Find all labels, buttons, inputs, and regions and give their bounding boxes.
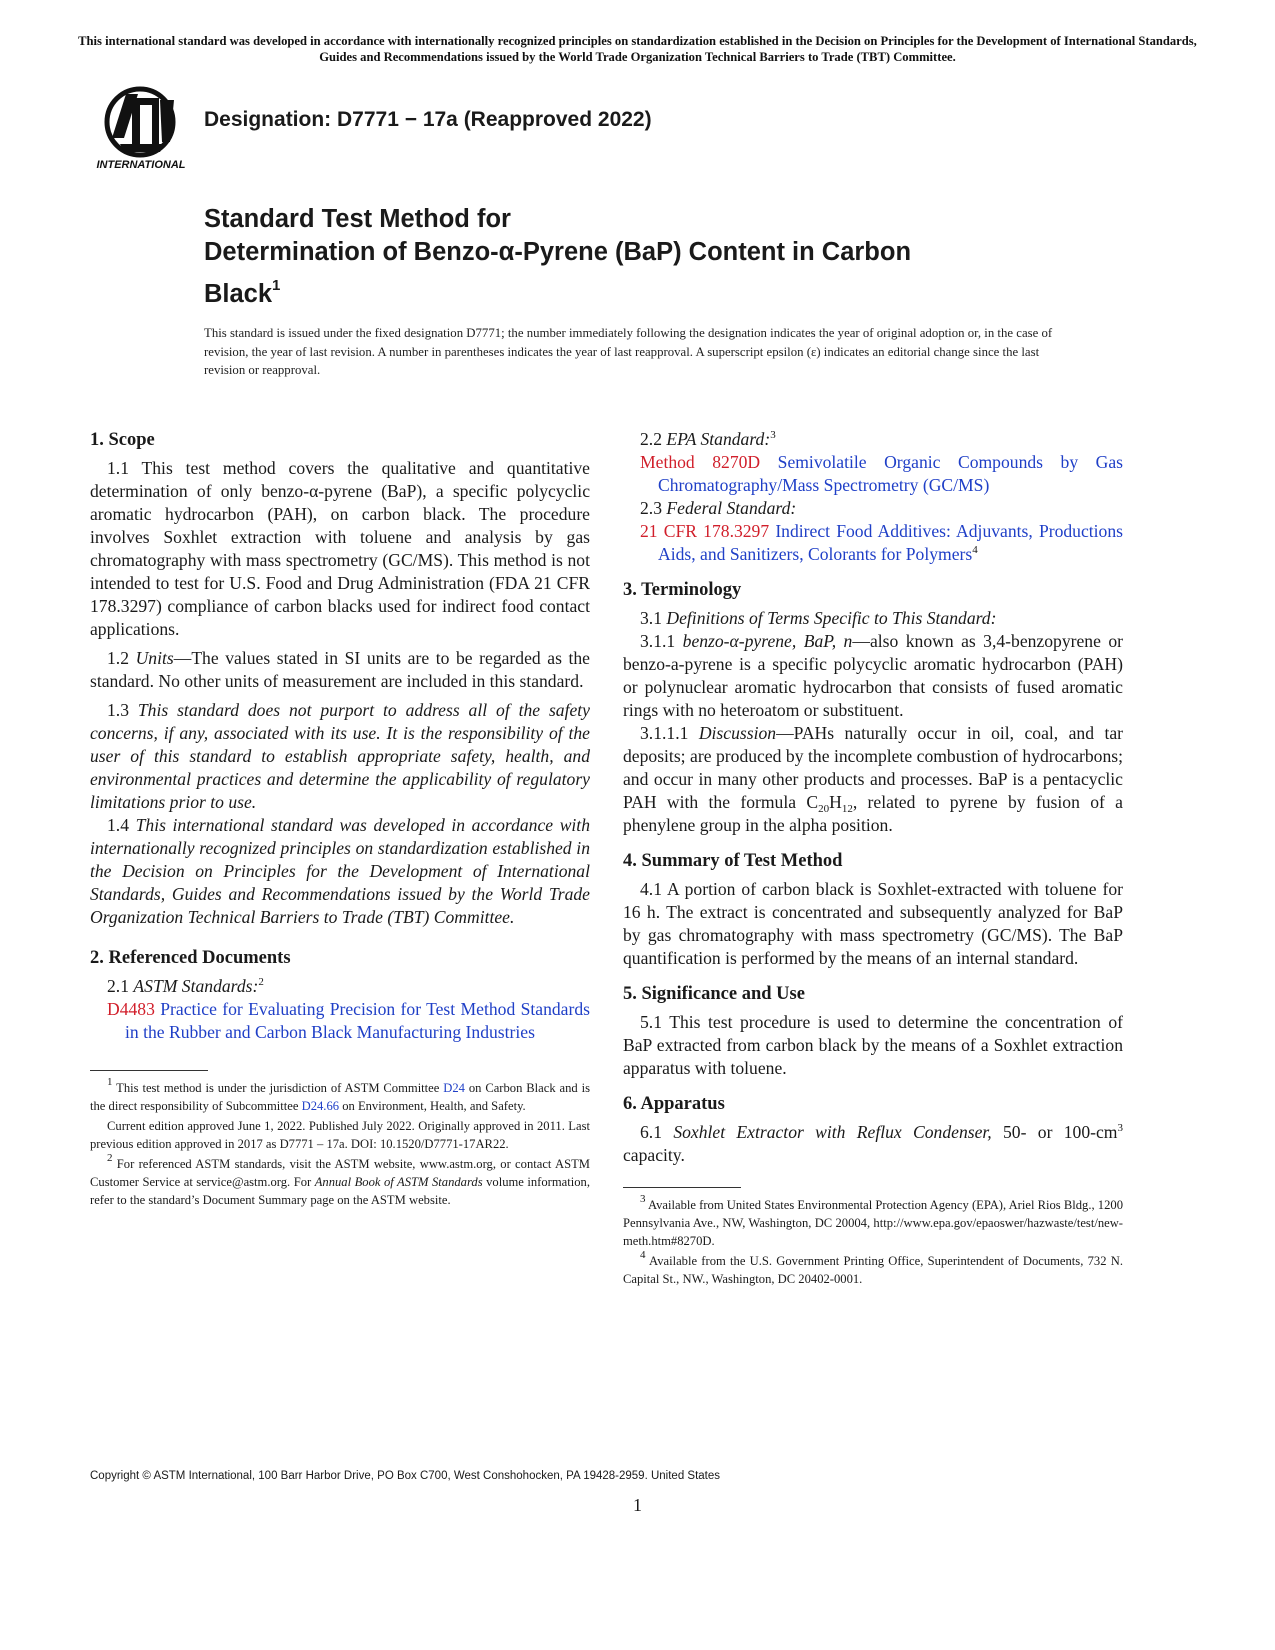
paragraph-3-1: 3.1 Definitions of Terms Specific to This Standard: [640,608,997,628]
designation: Designation: D7771 − 17a (Reapproved 2022) [204,108,652,131]
reference-8270d [623,451,1123,497]
right-column [623,428,1123,1288]
paragraph-1-3: 1.3 This standard does not purport to address all of the safety concerns, if any, associated with its use. It is the responsibility of the user of this standard to establish appropriate safety, health, and environmental practices and determine the applicability of regulatory limitations prior to use. [90,700,590,812]
section-heading-summary: 4. Summary of Test Method [623,851,843,871]
footnote-divider [90,1070,208,1071]
title-line-1: Standard Test Method for [204,205,511,233]
paragraph-1-2: 1.2 Units—The values stated in SI units are to be regarded as the standard. No other units of measurement are included in this standard. [90,648,590,691]
reference-d4483 [90,998,590,1044]
section-heading-scope: 1. Scope [90,430,155,450]
footnote-1: $^1$ This test method is under the jurisdiction of ASTM Committee D24 on Carbon Black and is the direct responsibility of Subcommittee D24.66 on Environment, Health, and Safety. [90,1076,591,1113]
paragraph-3-1-1: 3.1.1 benzo-α-pyrene, BaP, n—also known as 3,4-benzopyrene or benzo-a-pyrene is a specific polycyclic aromatic hydrocarbon (PAH) or polynuclear aromatic hydrocarbon that consists of fused aromatic rings with no heteroatom or substituent. [623,631,1123,720]
epa-standard-label: 2.2 EPA Standard:$^3$ [640,429,776,449]
reference-code-8270d[interactable]: Method 8270D [640,452,761,472]
reference-code-21cfr[interactable]: 21 CFR 178.3297 [640,521,770,541]
astm-logo [90,82,192,174]
section-heading-terminology: 3. Terminology [623,580,742,600]
left-column [90,428,590,1209]
reference-code-d4483[interactable]: D4483 [107,999,155,1019]
paragraph-6-1: 6.1 Soxhlet Extractor with Reflux Condenser, 50- or $100-cm^3$ capacity. [623,1122,1123,1165]
reference-link-21cfr[interactable]: Indirect Food Additives: Adjuvants, Productions Aids, and Sanitizers, Colorants for Polymers [658,521,1124,564]
section-heading-referenced: 2. Referenced Documents [90,948,291,968]
footnote-2: $^2$ For referenced ASTM standards, visit the ASTM website, www.astm.org, or contact ASTM Customer Service at service@astm.org. For Annual Book of ASTM Standards volume information, refer to the standard’s Document Summary page on the ASTM website. [90,1152,590,1207]
section-heading-apparatus: 6. Apparatus [623,1094,725,1114]
wto-notice: This international standard was developed in accordance with internationally recognized principles on standardization established in the Decision on Principles for the Development of International Standards, Guides and Recommendations issued by the World Trade Organization Technical Barriers to Trade (TBT) Committee. [78,34,1197,64]
copyright-notice: Copyright © ASTM International, 100 Barr Harbor Drive, PO Box C700, West Conshohocken, PA 19428-2959. United States [90,1470,721,1482]
reference-link-8270d[interactable]: Semivolatile Organic Compounds by Gas Chromatography/Mass Spectrometry (GC/MS) [658,452,1123,495]
paragraph-3-1-1-1: 3.1.1.1 Discussion—PAHs naturally occur in oil, coal, and tar deposits; are produced by the incomplete combustion of hydrocarbons; and occur in many other products and processes. BaP is a pentacyclic PAH with the formula $C_{20}H_{12}$, related to pyrene by fusion of a phenylene group in the alpha position. [623,723,1123,835]
astm-standards-label: 2.1 ASTM Standards:$^2$ [107,976,264,996]
federal-standard-label: 2.3 Federal Standard: [640,498,797,518]
paragraph-1-4: 1.4 This international standard was developed in accordance with internationally recognized principles on standardization established in the Decision on Principles for the Development of International Standards, Guides and Recommendations issued by the World Trade Organization Technical Barriers to Trade (TBT) Committee. [90,815,590,927]
svg-text:INTERNATIONAL: INTERNATIONAL [96,159,186,171]
section-heading-significance: 5. Significance and Use [623,984,805,1004]
page-number: 1 [633,1495,642,1515]
reference-link-d4483[interactable]: Practice for Evaluating Precision for Test Method Standards in the Rubber and Carbon Black Manufacturing Industries [125,999,590,1042]
reference-21cfr: 21 CFR 178.3297 Indirect Food Additives: Adjuvants, Productions Aids, and Sanitizers, Colorants for Polymers$^4$ [640,521,1124,564]
title-line-3: Black$^1$ [204,277,281,308]
title-footnote-mark: 1 [272,277,281,294]
link-d24[interactable]: D24 [443,1081,465,1095]
footnote-3: $^3$ Available from United States Environmental Protection Agency (EPA), Ariel Rios Bldg., 1200 Pennsylvania Ave., NW, Washington, DC 20004, http://www.epa.gov/epaoswer/hazwaste/test/new-meth.htm#8270D. [623,1193,1123,1248]
issuance-statement: This standard is issued under the fixed designation D7771; the number immediately following the designation indicates the year of original adoption or, in the case of revision, the year of last revision. A number in parentheses indicates the year of last reapproval. A superscript epsilon (ε) indicates an editorial change since the last revision or reapproval. [204,326,1053,377]
footnote-1-edition: Current edition approved June 1, 2022. Published July 2022. Originally approved in 2011. Last previous edition approved in 2017 as D7771 – 17a. DOI: 10.1520/D7771-17AR22. [90,1119,590,1151]
document-title [204,203,1084,311]
footnote-4: $^4$ Available from the U.S. Government Printing Office, Superintendent of Documents, 732 N. Capital St., NW., Washington, DC 20402-0001. [623,1249,1123,1286]
paragraph-5-1: 5.1 This test procedure is used to determine the concentration of BaP extracted from carbon black by the means of a Soxhlet extraction apparatus with toluene. [623,1012,1123,1078]
paragraph-4-1: 4.1 A portion of carbon black is Soxhlet-extracted with toluene for 16 h. The extract is concentrated and subsequently analyzed for BaP by gas chromatography with mass spectrometry (GC/MS). The BaP quantification is performed by the means of an internal standard. [623,879,1123,968]
paragraph-1-1: 1.1 This test method covers the qualitative and quantitative determination of only benzo-α-pyrene (BaP), a specific polycyclic aromatic hydrocarbon (PAH), on carbon black. The procedure involves Soxhlet extraction with toluene and analysis by gas chromatography with mass spectrometry (GC/MS). This method is not intended to test for U.S. Food and Drug Administration (FDA 21 CFR 178.3297) compliance of carbon blacks used for indirect food contact applications. [90,458,590,639]
title-line-2: Determination of Benzo-α-Pyrene (BaP) Content in Carbon [204,238,912,266]
footnote-divider-right [623,1187,741,1188]
link-d24-66[interactable]: D24.66 [301,1099,340,1113]
